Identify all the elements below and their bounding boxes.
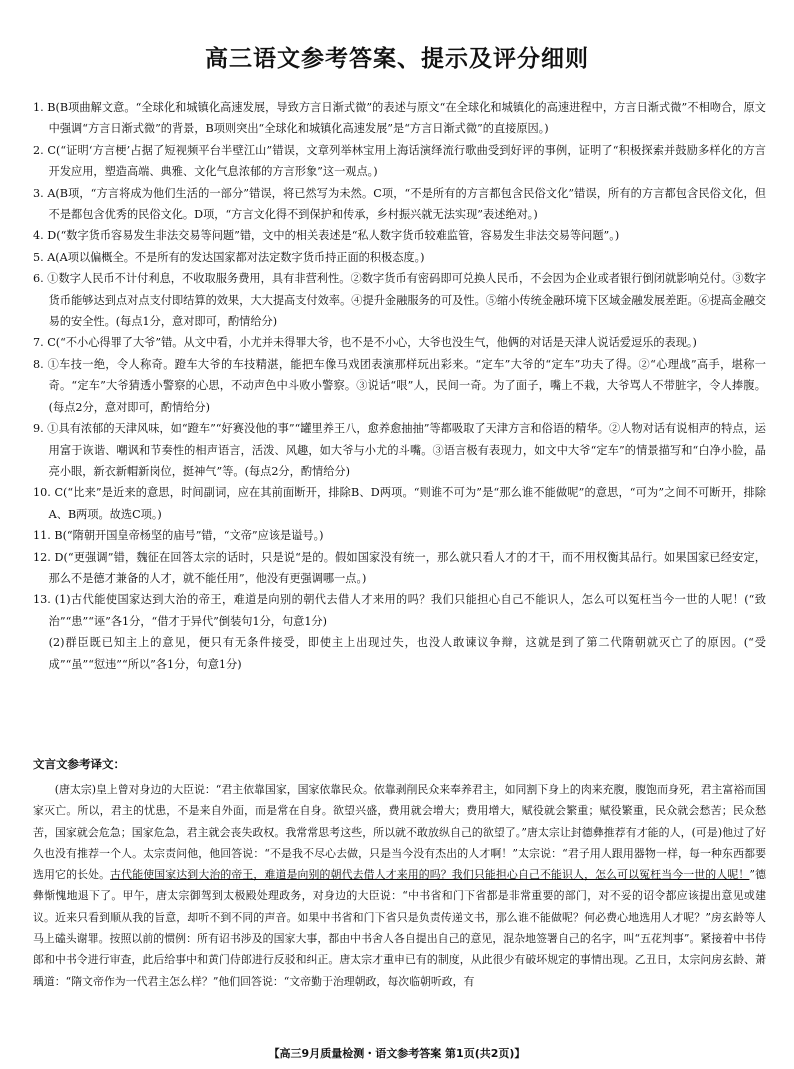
answer-item-2: 2. C(“证明‘方言梗’占据了短视频平台半壁江山”错误，文章列举林宝用上海话演绎流行歌曲受到好评的事例，证明了“积极探索并鼓励多样化的方言开发应用，塑造高端、典雅、文化气息浓郁的方言形象”这一观点。) [33,143,766,179]
answer-item-9: 9. ①具有浓郁的天津风味，如“蹬车”“好赛没他的事”“罐里养王八，愈养愈抽抽”等都吸取了天津方言和俗语的精华。②人物对话有说相声的特点，运用富于诙谐、嘲讽和节奏性的相声语言，活泼、风趣，如大爷与小尤的斗嘴。③语言极有表现力，如文中大爷“定车”的情景描写和“白净小脸，晶亮小眼，新衣新帽新岗位，挺神气”等。(每点2分，酌情给分) [33,422,766,478]
answer-item-3: 3. A(B项，“方言将成为他们生活的一部分”错误，将已然写为未然。C项，“不是所有的方言都包含民俗文化”错误，所有的方言都包含民俗文化，但不是都包含优秀的民俗文化。D项，“方言文化得不到保护和传承，乡村振兴就无法实现”表述绝对。) [33,186,766,222]
translation-underlined-sentence: 古代能使国家达到大治的帝王，难道是向别的朝代去借人才来用的吗？我们只能担心自己不能识人，怎么可以冤枉当今一世的人呢！ [110,868,750,882]
translation-heading: 文言文参考译文： [33,757,125,771]
answer-item-11: 11. B(“隋朝开国皇帝杨坚的庙号”错，“文帝”应该是谥号。) [33,529,324,543]
answer-item-12: 12. D(“更强调”错，魏征在回答太宗的话时，只是说“是的。假如国家没有统一，那么就只看人才的才干，而不用权衡其品行。如果国家已经安定，那么不是德才兼备的人才，就不能任用”，他没有更强调哪一点。) [33,550,766,585]
answer-item-1: 1. B(B项曲解文意。“全球化和城镇化高速发展，导致方言日渐式微”的表述与原文“在全球化和城镇化的高速进程中，方言日渐式微”不相吻合，原文中强调“方言日渐式微”的背景，B项则突出“全球化和城镇化高速发展”是“方言日渐式微”的直接原因。) [33,101,766,136]
translation-body [33,779,766,992]
answer-item-7: 7. C(“不小心得罪了大爷”错。从文中看，小尤并未得罪大爷，也不是不小心，大爷也没生气，他俩的对话是天津人说话爱逗乐的表现。) [33,336,697,350]
translation-text-rest: ”德彝惭愧地退下了。甲午，唐太宗御驾到太极殿处理政务，对身边的大臣说：“中书省和门下省都是非常重要的部门，对不妥的诏令都应该提出意见或建议。近来只看到顺从我的旨意，却听不到不同的声音。如果中书省和门下省只是负责传递文书，那么谁不能做呢？何必费心地选用人才呢？”房玄龄等人马上磕头谢罪。按照以前的惯例：所有诏书涉及的国家大事，都由中书舍人各自提出自己的意见，混杂地签署自己的名字，叫“五花判事”。紧接着中书侍郎和中书令进行审查，此后给事中和黄门侍郎进行反驳和纠正。唐太宗才重申已有的制度，从此很少有破坏规定的事情出现。乙丑日，太宗问房玄龄、萧瑀道：“隋文帝作为一代君主怎么样？”他们回答说：“文帝勤于治理朝政，每次临朝听政，有 [33,868,766,988]
answer-item-10: 10. C(“比来”是近来的意思，时间副词，应在其前面断开，排除B、D两项。“则谁不可为”是“那么谁不能做呢”的意思，“可为”之间不可断开，排除A、B两项。故选C项。) [33,486,766,521]
answer-item-6: 6. ①数字人民币不计付利息，不收取服务费用，具有非营利性。②数字货币有密码即可兑换人民币，不会因为企业或者银行倒闭就影响兑付。③数字货币能够达到点对点支付即结算的效果，大大提高支付效率。④提升金融服务的可及性。⑤缩小传统金融环境下区域金融发展差距。⑥提高金融交易的安全性。(每点1分，意对即可，酌情给分) [33,272,766,329]
answer-list [33,97,766,675]
answer-item-5: 5. A(A项以偏概全。不是所有的发达国家都对法定数字货币持正面的积极态度。) [33,250,425,264]
translation-text-start: (唐太宗)皇上曾对身边的大臣说：“君主依靠国家，国家依靠民众。依靠剥削民众来奉养君主，如同割下身上的肉来充腹，腹饱而身死，君主富裕而国家灭亡。所以，君主的忧患，不是来自外面，而是常在自身。欲望兴盛，费用就会增大；费用增大，赋役就会繁重；赋役繁重，民众就会愁苦；民众愁苦，国家就会危急；国家危急，君主就会丧失政权。我常常思考这些，所以就不敢放纵自己的欲望了。”唐太宗让封德彝推荐有才能的人，(可是)他过了好久也没有推荐一个人。太宗责问他，他回答说：“不是我不尽心去做，只是当今没有杰出的人才啊！”太宗说：“君子用人跟用器物一样，每一种东西都要选用它的长处。 [33,783,766,882]
page-title: 高三语文参考答案、提示及评分细则 [205,46,589,72]
answer-item-8: 8. ①车技一绝，令人称奇。蹬车大爷的车技精湛，能把车像马戏团表演那样玩出彩来。“定车”大爷的“定车”功夫了得。②“心理战”高手，堪称一奇。“定车”大爷猜透小警察的心思，不动声色中斗败小警察。③说话“哏”人，民间一奇。为了面子，嘴上不栽，大爷骂人不带脏字，令人捧腹。(每点2分，意对即可，酌情给分) [33,357,766,414]
answer-item-13-part1: 13. (1)古代能使国家达到大治的帝王，难道是向别的朝代去借人才来用的吗？我们只能担心自己不能识人，怎么可以冤枉当今一世的人呢！(“致治”“患”“诬”各1分，“借才于异代”倒装句1分，句意1分) [33,593,766,628]
page-footer: 【高三9月质量检测・语文参考答案 第1页(共2页)】 [268,1047,526,1060]
answer-item-4: 4. D(“数字货币容易发生非法交易等问题”错，文中的相关表述是“私人数字货币较难监管，容易发生非法交易等问题”。) [33,229,620,243]
answer-item-13-part2: (2)群臣既已知主上的意见，便只有无条件接受，即使主上出现过失，也没人敢谏议争辩，这就是到了第二代隋朝就灭亡了的原因。(“受成”“虽”“愆违”“所以”各1分，句意1分) [48,636,766,671]
